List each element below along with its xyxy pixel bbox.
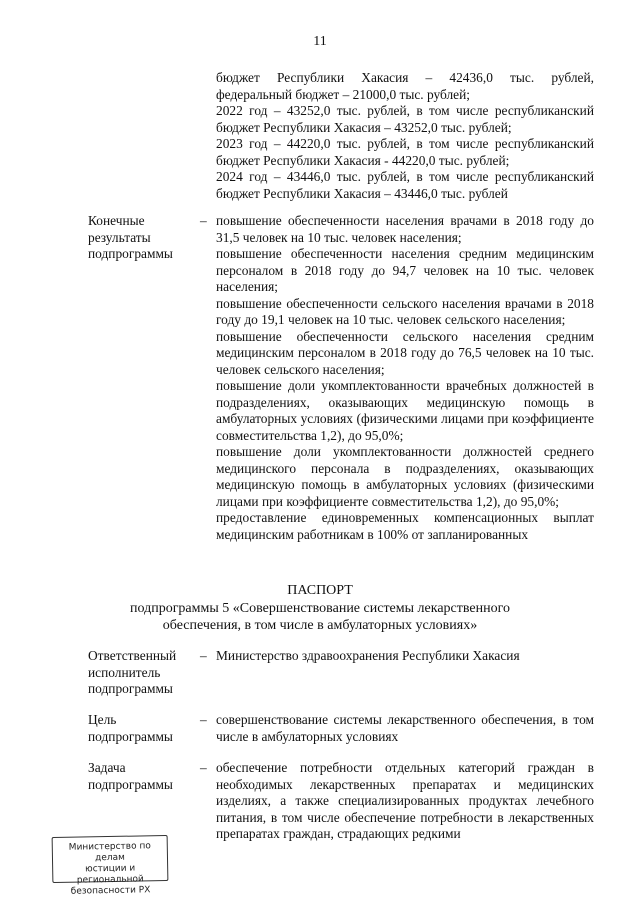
goal-text: совершенствование системы лекарственного обеспечения, в том числе в амбулаторных условиях — [216, 712, 594, 744]
label-line: Конечные — [88, 213, 145, 228]
label-line: Цель — [88, 712, 117, 727]
results-label — [88, 213, 198, 263]
passport-subtitle: обеспечения, в том числе в амбулаторных условиях» — [162, 618, 478, 633]
result-item: повышение доли укомплектованности должностей среднего медицинского персонала в подразделениях, оказывающих медицинскую помощь в амбулаторных условиях (физическими лицами при коэффициенте совместительства 1,2), до 95,0%; — [216, 444, 594, 509]
passport-subtitle: подпрограммы 5 «Совершенствование системы лекарственного — [129, 601, 510, 616]
label-line: подпрограммы — [88, 728, 173, 744]
label-line: Ответственный — [88, 648, 177, 663]
label-line: подпрограммы — [88, 681, 173, 696]
finance-line: бюджет Республики Хакасия – 43252,0 тыс. рублей; — [216, 119, 512, 135]
finance-line: федеральный бюджет – 21000,0 тыс. рублей; — [216, 86, 471, 102]
result-item: повышение обеспеченности населения врачами в 2018 году до 31,5 человек на 10 тыс. человек населения; — [216, 213, 594, 245]
goal-label — [88, 712, 198, 745]
task-label — [88, 760, 198, 793]
label-line: подпрограммы — [88, 246, 173, 261]
finance-line: 2022 год – 43252,0 тыс. рублей, в том числе республиканский — [216, 103, 594, 118]
responsible-text: Министерство здравоохранения Республики Хакасия — [216, 648, 520, 663]
responsible-dash: – — [200, 648, 207, 663]
task-dash: – — [200, 760, 207, 775]
ministry-stamp — [52, 835, 169, 897]
financing-continuation — [216, 70, 594, 202]
task-text: обеспечение потребности отдельных категорий граждан в необходимых лекарственных препаратах и медицинских изделиях, а также специализированных продуктах лечебного питания, в том числе обеспечение потребности в лекарственных препаратах граждан, страдающих редкими — [216, 760, 594, 841]
stamp-line: юстиции и региональной — [76, 863, 144, 886]
label-line: результаты — [88, 229, 151, 245]
label-line: подпрограммы — [88, 776, 173, 792]
result-item: повышение обеспеченности сельского населения средним медицинским персоналом в 2018 году до 76,5 человек на 10 тыс. человек сельского населения; — [216, 328, 594, 377]
stamp-line: Министерство по делам — [68, 841, 151, 864]
finance-line: бюджет Республики Хакасия - 44220,0 тыс. рублей; — [216, 152, 510, 168]
finance-line: 2023 год – 44220,0 тыс. рублей, в том числе республиканский — [216, 136, 594, 151]
result-item: повышение обеспеченности сельского населения врачами в 2018 году до 19,1 человек на 10 тыс. человек сельского населения; — [216, 295, 594, 327]
page-number: 11 — [313, 34, 327, 49]
finance-line: бюджет Республики Хакасия – 42436,0 тыс. рублей, — [216, 70, 594, 85]
finance-line: 2024 год – 43446,0 тыс. рублей, в том числе республиканский — [216, 169, 594, 184]
results-dash: – — [200, 213, 207, 228]
goal-dash: – — [200, 712, 207, 727]
result-item: повышение доли укомплектованности врачебных должностей в подразделениях, оказывающих медицинскую помощь в амбулаторных условиях (физическими лицами при коэффициенте совместительства 1,2), до 95,0%; — [216, 378, 594, 443]
stamp-line: безопасности РХ — [70, 885, 151, 897]
finance-line: бюджет Республики Хакасия – 43446,0 тыс. рублей — [216, 185, 508, 201]
passport-title: ПАСПОРТ — [287, 583, 353, 598]
result-item: предоставление единовременных компенсационных выплат медицинским работникам в 100% от запланированных — [216, 510, 594, 542]
label-line: исполнитель — [88, 664, 161, 680]
results-list — [216, 213, 594, 543]
result-item: повышение обеспеченности населения средним медицинским персоналом в 2018 году до 94,7 человек на 10 тыс. человек населения; — [216, 246, 594, 294]
label-line: Задача — [88, 760, 126, 775]
responsible-label — [88, 648, 198, 698]
